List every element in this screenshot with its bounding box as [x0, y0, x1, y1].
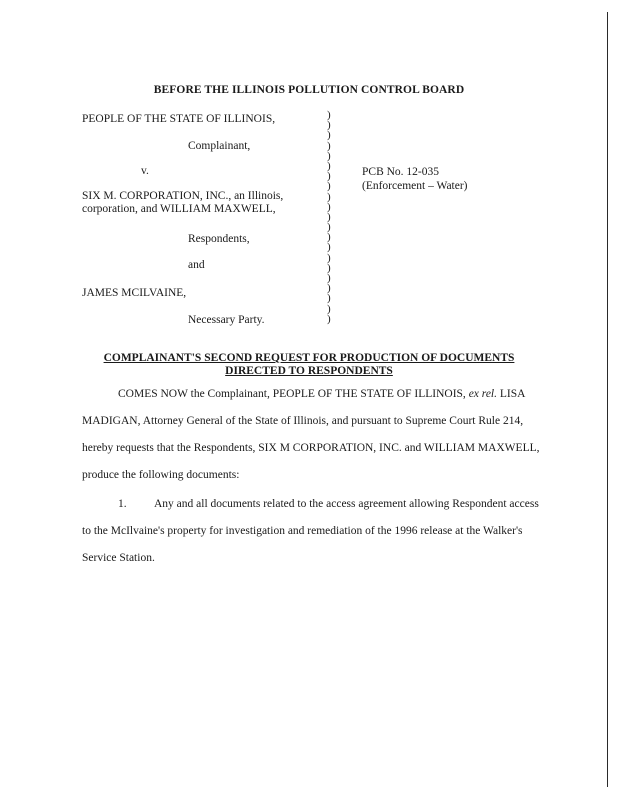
- caption-paren: ): [327, 180, 331, 193]
- case-number: PCB No. 12-035: [362, 166, 439, 178]
- caption-versus: v.: [141, 165, 149, 177]
- request-item-number: 1.: [118, 498, 127, 510]
- board-heading: BEFORE THE ILLINOIS POLLUTION CONTROL BOARD: [153, 84, 465, 96]
- body-part2: LISA MADIGAN, Attorney General of the State of Illinois, and pursuant to Supreme Court Rule 214, hereby requests that the Respondents, SIX M CORPORATION, INC. and WILLIAM MAXWELL, produce the following documents:: [82, 388, 540, 481]
- caption-paren: ): [327, 221, 331, 234]
- scan-edge-line: [607, 12, 608, 787]
- caption-paren: ): [327, 159, 331, 172]
- caption-people: PEOPLE OF THE STATE OF ILLINOIS,: [82, 113, 276, 125]
- document-title-line2: DIRECTED TO RESPONDENTS: [225, 365, 393, 377]
- caption-necessary-party: Necessary Party.: [188, 314, 265, 326]
- caption-paren: ): [327, 251, 331, 264]
- body-paragraph: [82, 381, 542, 489]
- caption-paren: ): [327, 292, 331, 305]
- caption-paren: ): [327, 109, 331, 121]
- caption-paren: ): [327, 170, 331, 183]
- caption-paren: ): [327, 210, 331, 223]
- body-ex-rel: ex rel.: [468, 388, 497, 400]
- caption-parentheses: [327, 110, 335, 324]
- body-part1: COMES NOW the Complainant, PEOPLE OF THE STATE OF ILLINOIS,: [118, 388, 469, 400]
- caption-paren: ): [327, 129, 331, 142]
- document-title: [0, 352, 618, 378]
- caption-paren: ): [327, 241, 331, 254]
- caption-respondents: Respondents,: [188, 233, 250, 245]
- caption-paren: ): [327, 200, 331, 213]
- caption-paren: ): [327, 282, 331, 295]
- caption-paren: ): [327, 302, 331, 315]
- caption-paren: ): [327, 190, 331, 203]
- caption-paren: ): [327, 272, 331, 284]
- caption-paren: ): [327, 231, 331, 244]
- caption-party: JAMES MCILVAINE,: [82, 287, 187, 299]
- caption-complainant: Complainant,: [188, 140, 251, 152]
- caption-paren: ): [327, 119, 331, 132]
- request-item-text: Any and all documents related to the access agreement allowing Respondent access to the McIlvaine's property for investigation and remediation of the 1996 release at the Walker's Service Station.: [82, 498, 539, 564]
- caption-and: and: [188, 259, 205, 271]
- document-title-line1: COMPLAINANT'S SECOND REQUEST FOR PRODUCTION OF DOCUMENTS: [103, 352, 515, 364]
- caption-respondent-line2: corporation, and WILLIAM MAXWELL,: [82, 203, 276, 215]
- caption-paren: ): [327, 312, 331, 325]
- caption-paren: ): [327, 149, 331, 162]
- request-item: [82, 491, 542, 572]
- caption-paren: ): [327, 139, 331, 152]
- case-type: (Enforcement – Water): [362, 180, 468, 192]
- caption-respondent-line1: SIX M. CORPORATION, INC., an Illinois,: [82, 190, 284, 202]
- caption-paren: ): [327, 261, 331, 274]
